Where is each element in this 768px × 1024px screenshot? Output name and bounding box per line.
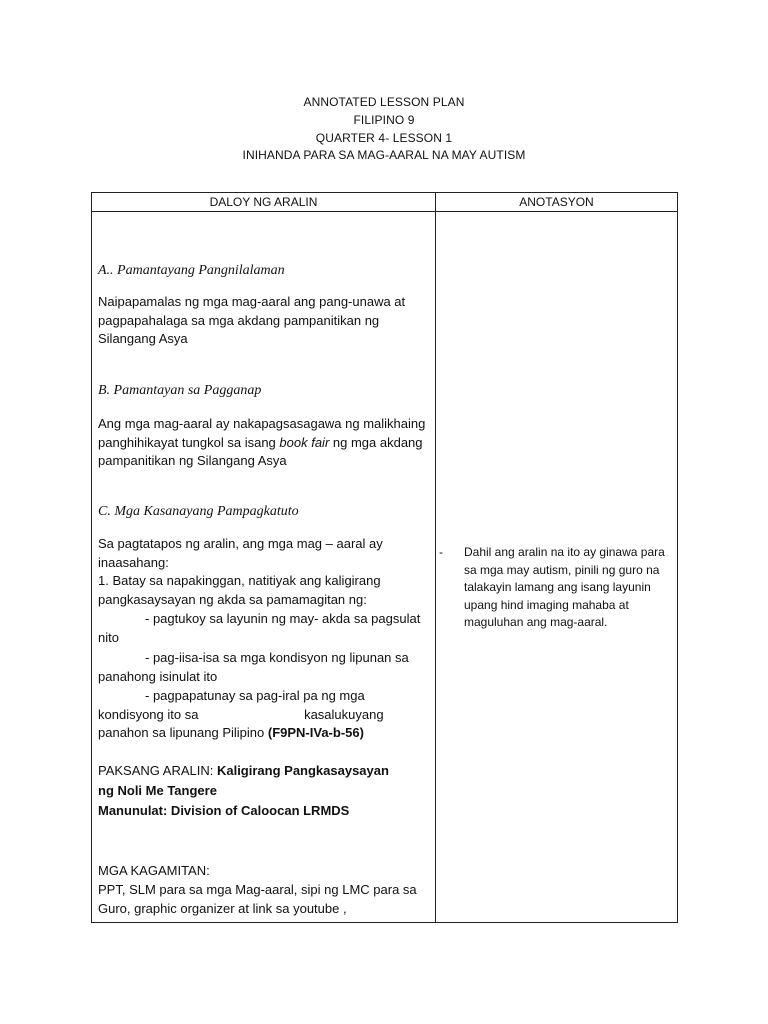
doc-audience: INIHANDA PARA SA MAG-AARAL NA MAY AUTISM xyxy=(242,148,526,162)
section-c-title: C. Mga Kasanayang Pampagkatuto xyxy=(98,504,299,519)
column-header-daloy: DALOY NG ARALIN xyxy=(209,195,318,209)
lesson-plan-table xyxy=(91,192,678,923)
section-b-title: B. Pamantayan sa Pagganap xyxy=(98,383,262,398)
section-b-text-part2: ng mga akdang pampanitikan ng Silangang Asya xyxy=(98,434,423,468)
header-divider xyxy=(92,211,677,212)
doc-subject: FILIPINO 9 xyxy=(353,113,415,127)
section-b-text-part1: Ang mga mag-aaral ay nakapagsasagawa ng malikhaing panghihikayat tungkol sa isang xyxy=(98,416,426,450)
paksang-aralin xyxy=(98,762,428,781)
annotation-cell xyxy=(439,544,676,632)
paksa-label: PAKSANG ARALIN: xyxy=(98,763,217,778)
competency-code: (F9PN-IVa-b-56) xyxy=(267,725,364,740)
section-c-sub2 xyxy=(98,649,428,686)
annotation-text: Dahil ang aralin na ito ay ginawa para sa mga may autism, pinili ng guro na talakayin lamang ang isang layunin upang hind imaging mahaba at maguluhan ang mag-aaral. xyxy=(464,545,665,629)
section-b-text xyxy=(98,415,428,471)
sub1-text: - pagtukoy sa layunin ng may- akda sa pagsulat nito xyxy=(98,611,421,645)
column-divider xyxy=(435,193,436,922)
column-header-anotasyon: ANOTASYON xyxy=(519,195,594,209)
section-c-intro: Sa pagtatapos ng aralin, ang mga mag – aaral ay inaasahang: xyxy=(98,536,383,570)
kagamitan-label: MGA KAGAMITAN: xyxy=(98,863,210,878)
section-c-item1: 1. Batay sa napakinggan, natitiyak ang kaligirang pangkasaysayan ng akda sa pamamagitan ng: xyxy=(98,573,381,607)
sub3-text-a: - pagpapatunay sa pag-iral pa ng mga kondisyong ito sa xyxy=(98,688,365,722)
section-c-sub3 xyxy=(98,687,428,743)
paksa-value-1: Kaligirang Pangkasaysayan xyxy=(216,763,389,778)
kagamitan-text: PPT, SLM para sa mga Mag-aaral, sipi ng LMC para sa Guro, graphic organizer at link sa youtube , xyxy=(98,882,417,916)
section-c-sub1 xyxy=(98,610,428,647)
doc-quarter: QUARTER 4- LESSON 1 xyxy=(315,131,453,145)
doc-title: ANNOTATED LESSON PLAN xyxy=(303,95,465,109)
section-a-text: Naipapamalas ng mga mag-aaral ang pang-unawa at pagpapahalaga sa mga akdang pampanitikan ng Silangang Asya xyxy=(98,294,406,346)
annotation-bullet: - xyxy=(439,545,443,559)
section-b-text-italic: book fair xyxy=(279,434,330,450)
paksa-value-2: ng Noli Me Tangere xyxy=(98,783,217,798)
sub2-text: - pag-iisa-isa sa mga kondisyon ng lipunan sa panahong isinulat ito xyxy=(98,650,409,684)
manunulat: Manunulat: Division of Caloocan LRMDS xyxy=(98,803,350,818)
section-a-title: A.. Pamantayang Pangnilalaman xyxy=(98,263,285,278)
sub3-text-b: kasalukuyang panahon sa lipunang Pilipino xyxy=(98,706,384,740)
